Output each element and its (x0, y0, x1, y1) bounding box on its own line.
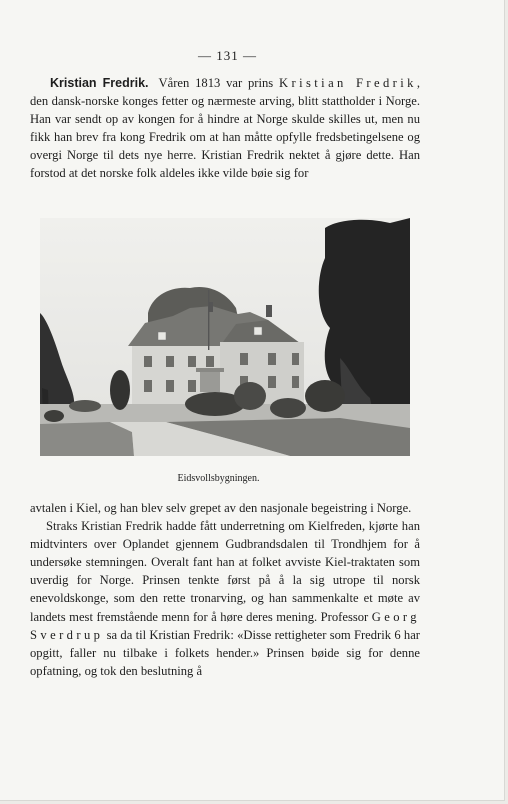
continuation-paragraph: avtalen i Kiel, og han blev selv grepet av den nasjonale begeistring i Norge. (30, 501, 412, 515)
intro-text-rest: , den dansk-norske konges fetter og nærmeste arving, blitt stattholder i Norge. Han var sendt op av kongen for å hindre at Norge skulde skilles ut, men nu fikk han brev fra kong Fredrik om at han måtte opfylle fredsbetingelsene og overgi Norge til dets nye herre. Kristian Fredrik nektet å gjøre dette. Han forstod at det norske folk aldeles ikke vilde bøie sig for (30, 76, 420, 181)
spaced-name-professor: Georg Sverdrup (30, 609, 420, 642)
main-paragraph (30, 517, 420, 680)
intro-paragraph (30, 74, 420, 183)
intro-text-start: Våren 1813 var prins (158, 76, 279, 90)
page-number: — 131 — (198, 48, 257, 63)
bottom-text-block (30, 499, 420, 680)
top-text-block (30, 74, 420, 183)
spaced-name-prince: Kristian Fredrik (278, 76, 417, 90)
eidsvoll-building-photo (40, 218, 410, 456)
photo-illustration (40, 218, 410, 456)
photo-caption: Eidsvollsbygningen. (177, 473, 260, 484)
section-heading: Kristian Fredrik. (50, 76, 149, 90)
main-paragraph-rest: sa da til Kristian Fredrik: «Disse rettigheter som Fredrik 6 har opgitt, faller nu tilbake i folkets hender.» Prinsen bøide sig for denne opfatning, og tok den beslutning å (30, 627, 420, 678)
main-paragraph-start: Straks Kristian Fredrik hadde fått underretning om Kielfreden, kjørte han midtvinters over Oplandet gjennem Gudbrandsdalen til Trondhjem for å undersøke stemningen. Overalt fant han at folket avviste Kiel-traktaten som uverdig for Norge. Prinsen tenkte først på å la sig utrope til norsk enevoldskonge, som den rette tronarving, og han sammenkalte et møte av landets mest fremstående menn for å høre deres mening. Professor (30, 519, 420, 624)
